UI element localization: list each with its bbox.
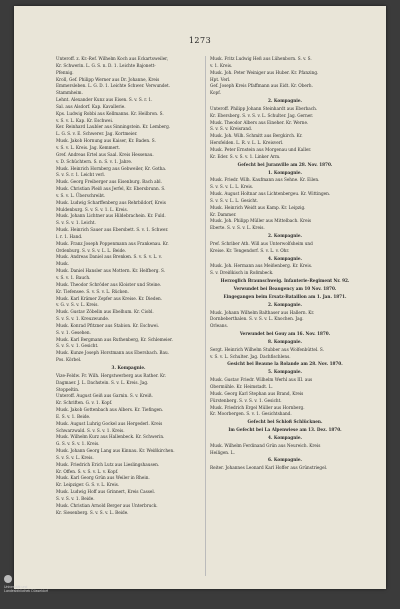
text-line: Musk. Gustav Friedr. Wilhelm Werhl aus III. aus: [210, 377, 313, 383]
page-number: 1273: [188, 36, 212, 45]
text-line: Kr. Siesenberg. S. v. S. v. L. Beide.: [56, 509, 129, 515]
text-line: 1. Kompagnie.: [268, 169, 302, 175]
text-line: Kr. Dammer.: [210, 211, 237, 217]
text-line: Kr. Offen. S. v. S. v. L. v. Kopf.: [56, 468, 119, 474]
document-page: [14, 6, 386, 589]
text-line: v. G. v. S. v. L. Kreis.: [56, 302, 99, 308]
text-line: S. v. S. v. L. L. Gesicht.: [210, 197, 259, 203]
text-line: Musk. Joh. Peter Weiniger aus Huber. Kr. Pfanzing.: [210, 69, 319, 75]
text-line: Kr. Moorbergen. S. v. 1. Gesichtshand.: [210, 411, 292, 417]
text-line: S. v. S. v. 1. Gesicht.: [56, 343, 99, 349]
text-line: Musk. August Holtnar aus Lichtenbergeu. Kr. Wittingen.: [210, 191, 331, 197]
text-line: v. S. v. L. Überschreibt.: [56, 192, 106, 198]
text-line: Lehnt. Alexander Kunz aus Eisen. S. v. S. r. 1.: [56, 97, 153, 103]
text-line: Obermühle. Kr. Heimstadt. L.: [210, 383, 273, 389]
text-line: Kr. Ebersberg. S. v. S. v. L. Schulter. Jag. Gerner.: [210, 112, 314, 118]
text-line: Verwundet bei Gouy am 16. Nov. 1870.: [239, 331, 331, 337]
text-line: S. v. S. v. L. Kreis.: [56, 454, 94, 460]
text-line: Stammheim.: [56, 90, 83, 96]
text-line: Musk. Daniel Hansler aus Mottern. Kr. Helfberg. S.: [56, 268, 166, 274]
text-line: v. S. v. L. Schulter. Jag. Dachfischlens.: [210, 353, 291, 359]
text-line: 2. Kompagnie.: [268, 98, 302, 104]
text-line: Musk. Theodor Albers aus Eineher. Kr. Werne.: [210, 119, 309, 125]
text-line: Musk. Johann Lichtner aus Hildebrachein. Kr. Fuld.: [56, 213, 166, 219]
text-line: Eberte. S. v. S. v. L. Kreis.: [210, 225, 265, 231]
text-line: Musk. August Luhrig Gockel aus Hergederl. Kreis: [56, 420, 163, 426]
library-stamp: [4, 585, 48, 593]
text-line: Musk. Karl Bergmann aus Ruthenberg, Kr. Schlemeier.: [56, 336, 173, 342]
text-line: Gefecht bei Schloß Schlücknen.: [247, 419, 323, 425]
left-column: [56, 56, 201, 517]
text-line: Sergt. Heinrich Wilhelm Stubber aus Wolfenbüttel. S.: [210, 346, 324, 352]
text-line: Gefecht bei Juranville am 28. Nov. 1870.: [237, 161, 333, 167]
text-line: Musk. Christian Pleiß aus Jerfel, Kr. Ebersbrunn. S.: [56, 186, 166, 192]
text-line: Muldenburg. S. v. S. v. 1. L. Kreis.: [56, 206, 128, 212]
text-line: Gef. Joseph Kreis Pfaffmann aus Eidt. Kr. Oberh.: [210, 83, 313, 89]
text-line: Musk. Joh. Wilh. Schmitt aus Bergkirch. Kr.: [210, 133, 303, 139]
text-line: Musk. Joh. Hermann aus Meißenberg. Kr. Kreis.: [210, 263, 313, 269]
text-line: Kopf.: [210, 90, 221, 96]
stamp-line-2: Landesbibliothek Düsseldorf: [4, 589, 48, 593]
text-line: Musk. Ludwig Scharffenberg aus Rehrbildorf, Kreis: [56, 199, 166, 205]
text-line: Musk. Konrad Pfitzner aus Stabion. Kr. Eschwei.: [56, 322, 160, 328]
text-line: v. S. v. L. Kap. Kr. Eschwei.: [56, 117, 114, 123]
text-line: S. v. S. v. 1. Leicht.: [56, 220, 96, 226]
text-line: Heiligen. L.: [210, 449, 235, 455]
text-line: 2. Kompagnie.: [268, 233, 302, 239]
text-line: S. v. Dreißkisch in Roßmbeck.: [210, 270, 274, 276]
text-line: Unteroff. Philipp Johann Steinhardt aus Eberbach.: [210, 105, 318, 111]
text-line: Musk. Peter Ernstein aus Morgenau und Kaller.: [210, 146, 312, 152]
text-line: Dagmaer. J. L. Dachstein. S. v. L. Kreis. Jag.: [56, 379, 149, 385]
text-line: Kr. Tiefensee. S. v. S. v. L. Rücken.: [56, 288, 129, 294]
text-line: 5. Kompagnie.: [268, 369, 302, 375]
text-line: Musk. Georg Karl Stephan aus Brand, Kreis: [210, 390, 304, 396]
text-line: v. 1. Kreis.: [210, 62, 233, 68]
text-line: v. D. Schüchtern. S. n. S. v. 1. Jahre.: [56, 158, 133, 164]
text-line: S. v. S. v. 1. Kreuzwunde.: [56, 316, 110, 322]
text-line: Musk. Jakob Hornung aus Kaiser, Kr. Baden. S.: [56, 138, 156, 144]
text-line: Musk. Wilhelm Ferdinand Grün aus Neureich. Kreis: [210, 442, 321, 448]
text-line: Verwundet bei Beaugency am 10 Nov. 1870.: [233, 286, 337, 291]
text-line: S. v. S. v. L. L. Kreis.: [210, 184, 254, 190]
text-line: Fürstenberg. S. v. S. v. 1. Gesicht.: [210, 397, 282, 403]
text-line: Musk.: [56, 261, 70, 267]
text-line: 2. Kompagnie.: [268, 301, 302, 307]
stamp-line-1: Universität und: [4, 585, 28, 589]
text-line: Ordenburg. S. v. S. v. L. L. Beide.: [56, 247, 127, 253]
text-line: l. r. 1. Hand.: [56, 233, 83, 239]
text-line: Kr. Eder. S. v. S. v. 1. Linker Arm.: [210, 153, 281, 159]
text-line: Kr. Leipziger. G. S. v. L. Kreis.: [56, 482, 120, 488]
text-line: Gref. Andreas Ertel aus Saal. Kreis Hessenau.: [56, 151, 154, 157]
text-line: Musk. Theodor Schröder aus Kloister und Steine.: [56, 281, 162, 287]
text-line: 3. Kompagnie.: [111, 364, 146, 370]
text-line: Unteroff. z. Kr.-Ref. Wilhelm Koch aus Eckartsweiler,: [56, 56, 169, 61]
text-line: Musk. Jakob Gottenbach aus Albers. Kr. Tiefingen.: [56, 407, 164, 413]
text-line: 4. Kompagnie.: [268, 255, 302, 261]
text-line: Kr. Schriften. G. v. 1. Kopf.: [56, 400, 113, 406]
text-line: Musk. Georg Freiberger aus Eisenburg. Bach abl.: [56, 179, 162, 185]
text-line: Musk. Christian Arnold Berger aus Unterbruck.: [56, 502, 158, 508]
text-line: Emmersleben. L. G. D. 1. Leichte Schwer. Verwundet.: [56, 83, 171, 89]
text-line: Stoppeltin.: [56, 386, 80, 392]
text-line: Pfennig.: [56, 69, 74, 75]
text-line: Musk. Johann Georg Lang aus Kinnau. Kr. Weißkirchen.: [56, 448, 175, 454]
text-line: Musk. Heinrich Hornberg aus Gebweiler, Kr. Gotha.: [56, 165, 167, 171]
text-line: Musk. Gustav Zöbelin aus Ebelhum. Kr. Ciobl.: [56, 309, 154, 315]
text-line: Dornbeberthalen. S. v. S. v. L. Knochen. Jag.: [210, 316, 304, 322]
text-line: Orleans.: [210, 323, 228, 329]
text-line: Musk. Kunze Joseph Horstmann aus Ebersbach. Bau.: [56, 350, 170, 356]
text-line: S. v. S. v. 1. Beide.: [56, 496, 95, 501]
text-line: Eingegangen beim Ersatz-Bataillon am 1. Jan. 1871.: [223, 293, 347, 299]
text-line: Musk. Karl Krämer Zepfer aus Kreise. Kr. Dieden.: [56, 295, 163, 301]
text-line: Musk. Friedr. Wilh. Kaufmann aus Sehne. Kr. Eilen.: [210, 177, 320, 183]
text-line: Musk. Wilhelm Kurz aus Hallenbeck. Kr. Schwerin.: [56, 434, 165, 440]
text-line: Musk. Heinrich Weidt aus Kamp. Kr. Leipzig.: [210, 204, 306, 210]
text-line: Ker. Reinhard Laubler aus Sinningstein. Kr. Lemberg.: [56, 124, 171, 130]
text-line: Unteroff. August Geiß aus Garnin. S. v. Kreiß.: [56, 393, 153, 399]
library-logo-icon: [4, 575, 12, 583]
text-line: Musk. Friedrich Erich Lutz aus Lieslingshausen.: [56, 461, 160, 467]
text-line: Reiter. Johannes Leonard Karl Hoffer aus Grünstriegel.: [210, 465, 328, 471]
right-column: [210, 56, 360, 472]
text-line: Musk. Karl Georg Grün aus Weiler in Rhein.: [56, 475, 150, 481]
text-line: Musk. Andreas Daniel aus Brenken. S. v. S. v. L. v.: [56, 254, 162, 260]
text-line: Vize-Feldw. Fr. Wilh. Hergstwerberg aus Rather. Kr.: [56, 372, 167, 378]
text-line: Kps. Ludwig Robbi aus Kellmanns. Kr. Heilbron. S.: [56, 110, 164, 116]
column-divider: [205, 56, 206, 576]
text-line: Musk. Friedrich Ergel Müller aus Hornberg.: [210, 404, 305, 410]
text-line: Pref. Schriber Ath. Will aus Unterwolfsheim und: [210, 240, 313, 246]
text-line: Im Gefecht bei La Alpenwiese am 13. Dez. 1870.: [228, 427, 342, 433]
text-line: Kroll, Gef. Philipp Werner aus Dr. Johanne, Kreis: [56, 76, 160, 82]
text-line: S. v. 1. Gesehen.: [56, 329, 91, 335]
text-line: v. S. v. L. Kreis. Jag. Kemmert.: [56, 144, 121, 150]
text-line: L. G. S. v. E. Schwerer. Jag. Kortmeier.: [56, 131, 138, 137]
text-line: Musk. Franz Joseph Poppenmann aus Frankenau. Kr.: [56, 240, 169, 246]
text-line: Musk. Joh. Philipp Müller aus Mittelbach. Kreis: [210, 218, 312, 224]
text-line: Schwarzwald. S. v. S. v. 1. Kreis.: [56, 427, 125, 433]
text-line: S. v. S. v. Kreisrand.: [210, 126, 253, 132]
text-line: Musk. Fritz Ludwig Heß aus Lühenborn. S. v. S.: [210, 56, 312, 61]
text-line: Musk. Johann Wilhelm Balthaser aus Hallern. Kr.: [210, 309, 315, 315]
text-line: Kreise. Kr. Tengendorf. S. v. L. v. Ohr.: [210, 247, 290, 253]
text-line: Hersfelden. L. R. v. L. L. Kreisverl.: [210, 140, 284, 146]
text-line: Herzoglich Braunschweig. Infanterie-Regiment Nr. 92.: [220, 278, 350, 284]
text-line: Pos. Körbel.: [56, 357, 82, 363]
text-line: Hpt. Verl.: [210, 76, 231, 82]
text-line: Gesicht bei Beaune la Rolande am 28. Nov. 1870.: [227, 361, 343, 367]
text-line: E. S. v. 1. Beide.: [56, 413, 91, 419]
text-line: Musk. Ludwig Hoff aus Grinnert, Kreis Cassel.: [56, 489, 156, 495]
text-line: Kr. Schwerin. L. G. S. n. D. 1. Leichte Bajonett-: [56, 62, 156, 68]
text-line: Musk. Heinrich Sauer aus Ebersbett. S. v. 1. Schwer.: [56, 227, 169, 233]
text-line: Sal. aus Alsdorf. Kap. Kavallerie.: [56, 103, 126, 109]
text-line: 4. Kompagnie.: [268, 434, 302, 440]
text-line: 8. Kompagnie.: [268, 338, 302, 344]
text-line: v. S. v. 1. Bauch.: [56, 275, 91, 280]
text-line: S. v. S. r. 1. Leicht verl.: [56, 172, 105, 178]
text-line: 6. Kompagnie.: [268, 457, 302, 463]
text-line: G. S. v. S. v. 1. Kreis.: [56, 441, 100, 447]
